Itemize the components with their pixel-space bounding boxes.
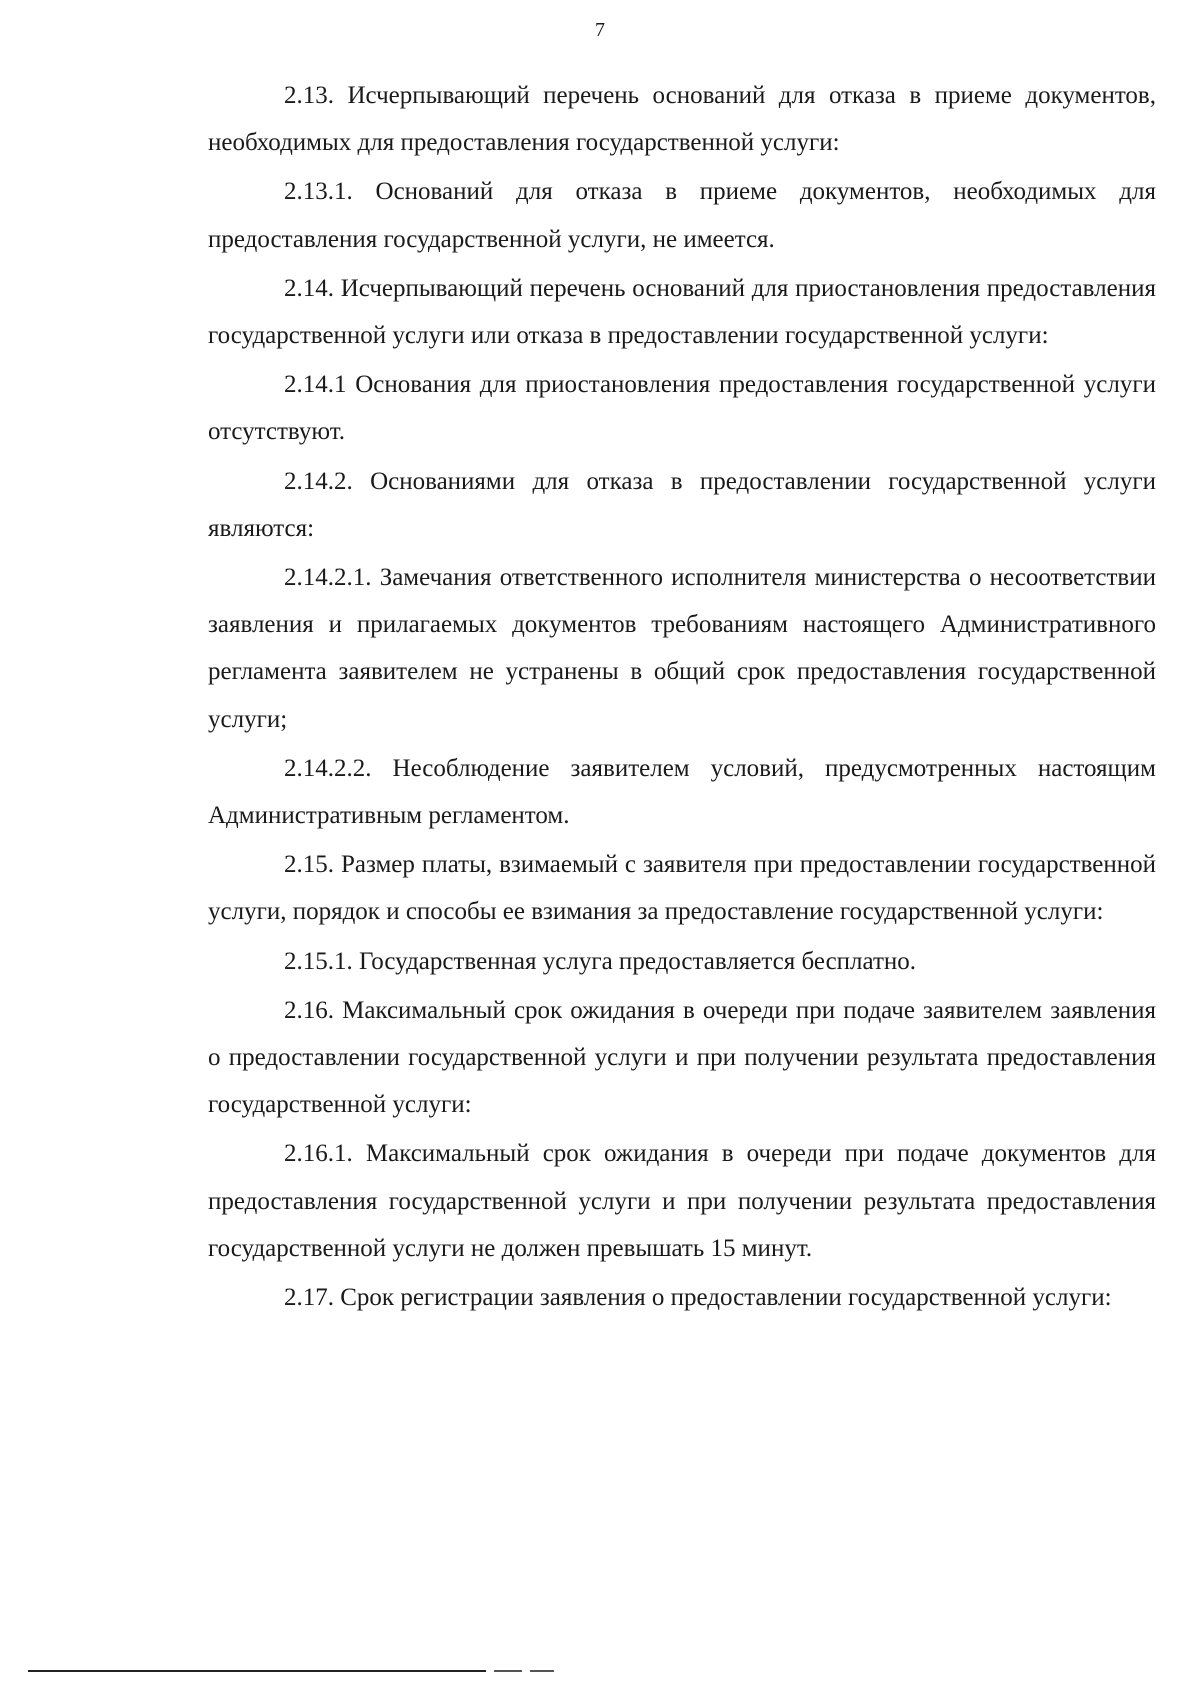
paragraph-2-15: 2.15. Размер платы, взимаемый с заявителя при предоставлении государственной услуги, порядок и способы ее взимания за предоставление государственной услуги:	[208, 851, 1156, 926]
paragraph-2-14-2-1: 2.14.2.1. Замечания ответственного исполнителя министерства о несоответствии заявления и прилагаемых документов требованиям настоящего Административного регламента заявителем не устранены в общий срок предоставления государственной услуги;	[208, 564, 1156, 733]
paragraph-2-13-1: 2.13.1. Оснований для отказа в приеме документов, необходимых для предоставления государственной услуги, не имеется.	[208, 178, 1156, 253]
paragraph-2-17: 2.17. Срок регистрации заявления о предоставлении государственной услуги:	[284, 1284, 1112, 1312]
paragraph-2-13: 2.13. Исчерпывающий перечень оснований для отказа в приеме документов, необходимых для предоставления государственной услуги:	[208, 82, 1156, 157]
page-number: 7	[595, 19, 605, 41]
paragraph-2-14-1: 2.14.1 Основания для приостановления предоставления государственной услуги отсутствуют.	[208, 371, 1156, 446]
paragraph-2-15-1: 2.15.1. Государственная услуга предоставляется бесплатно.	[284, 947, 917, 975]
paragraph-2-14-2-2: 2.14.2.2. Несоблюдение заявителем условий, предусмотренных настоящим Административным регламентом.	[208, 754, 1156, 830]
footer-rule-fragment	[494, 1670, 522, 1672]
footer-rule-fragment	[530, 1670, 554, 1672]
paragraph-2-14-2: 2.14.2. Основаниями для отказа в предоставлении государственной услуги являются:	[208, 467, 1156, 542]
document-body	[208, 72, 1156, 1323]
footer-rule	[28, 1670, 486, 1672]
paragraph-2-14: 2.14. Исчерпывающий перечень оснований для приостановления предоставления государственной услуги или отказа в предоставлении государственной услуги:	[208, 274, 1156, 350]
paragraph-2-16-1: 2.16.1. Максимальный срок ожидания в очереди при подаче документов для предоставления государственной услуги и при получении результата предоставления государственной услуги не должен превышать 15 минут.	[208, 1140, 1156, 1262]
paragraph-2-16: 2.16. Максимальный срок ожидания в очереди при подаче заявителем заявления о предоставлении государственной услуги и при получении результата предоставления государственной услуги:	[208, 996, 1156, 1119]
